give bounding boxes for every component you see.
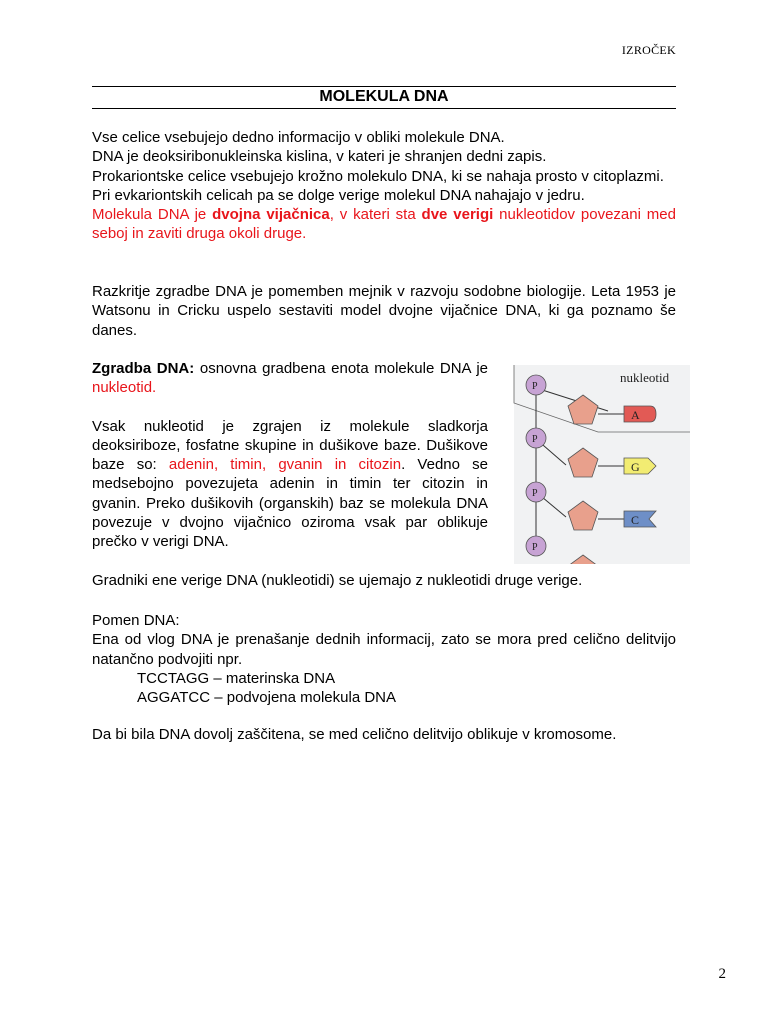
phosphate-letter: P (532, 542, 538, 553)
nucleotide-figure (500, 359, 690, 564)
phosphate-letter: P (532, 434, 538, 445)
adenine-letter: A (631, 408, 640, 422)
history-section (92, 282, 676, 340)
structure-paragraph-1 (92, 359, 488, 398)
intro-line-1: Vse celice vsebujejo dedno informacijo v obliki molekule DNA. (92, 129, 505, 146)
helix-statement (92, 205, 676, 244)
guanine-letter: G (631, 460, 640, 474)
title-top-rule (92, 86, 676, 87)
phosphate-letter: P (532, 381, 538, 392)
helix-text-2: , v kateri sta (329, 206, 422, 224)
sequence-parent: TCCTAGG – materinska DNA (137, 669, 336, 687)
meaning-paragraph: Ena od vlog DNA je prenašanje dednih informacij, zato se mora pred celično delitvijo natančno podvojiti npr. (92, 631, 676, 668)
helix-text-3: nukleotidov povezani med seboj in zaviti druga okoli druge. (92, 206, 676, 243)
helix-bold-2: dve verigi (421, 206, 494, 224)
protect-section (92, 725, 676, 744)
structure-section (92, 359, 488, 552)
intro-line-3: Prokariontske celice vsebujejo krožno molekulo DNA, ki se nahaja prosto v citoplazmi. (92, 167, 664, 185)
helix-bold-1: dvojna vijačnica (212, 206, 330, 224)
protect-paragraph: Da bi bila DNA dovolj zaščitena, se med celično delitvijo oblikuje v kromosome. (92, 726, 617, 743)
figure-label: nukleotid (620, 370, 670, 385)
structure-text: osnovna gradbena enota molekule DNA je (194, 360, 488, 377)
page-number: 2 (718, 966, 726, 982)
helix-text-1: Molekula DNA je (92, 206, 213, 224)
phosphate-letter: P (532, 488, 538, 499)
figure-panel (514, 365, 690, 564)
structure-paragraph-2 (92, 417, 488, 552)
structure-heading: Zgradba DNA: (92, 360, 195, 377)
connect-section (92, 571, 676, 590)
page-title: MOLEKULA DNA (319, 88, 449, 105)
title-bottom-rule (92, 108, 676, 109)
intro-line-4: Pri evkariontskih celicah pa se dolge verige molekul DNA nahajajo v jedru. (92, 186, 585, 204)
meaning-section (92, 611, 676, 707)
meaning-heading: Pomen DNA: (92, 612, 180, 629)
structure-term: nukleotid. (92, 379, 157, 397)
structure-text-2b: . Vedno se medsebojno povezujeta adenin in timin ter citozin in gvanin. Preko dušikovih (organskih) baz se molekula DNA povezuje v dvojno vijačnico oziroma vsak par oblikuje prečko v verigi DNA. (92, 456, 488, 551)
cytosine-letter: C (631, 513, 640, 527)
header-label: IZROČEK (621, 43, 676, 57)
intro-section (92, 128, 676, 244)
connect-paragraph: Gradniki ene verige DNA (nukleotidi) se ujemajo z nukleotidi druge verige. (92, 572, 583, 589)
adenine-base (624, 406, 656, 422)
sequence-copy: AGGATCC – podvojena molekula DNA (137, 689, 396, 707)
intro-line-2: DNA je deoksiribonukleinska kislina, v kateri je shranjen dedni zapis. (92, 148, 547, 166)
history-paragraph: Razkritje zgradbe DNA je pomemben mejnik v razvoju sodobne biologije. Leta 1953 je Watsonu in Cricku uspelo sestaviti model dvojne vijačnice DNA, ki ga poznamo še danes. (92, 283, 676, 339)
structure-text-2a: Vsak nukleotid je zgrajen iz molekule sladkorja deoksiriboze, fosfatne skupine in dušikove baze. Dušikove baze so: (92, 417, 488, 474)
structure-bases: adenin, timin, gvanin in citozin (168, 456, 402, 474)
